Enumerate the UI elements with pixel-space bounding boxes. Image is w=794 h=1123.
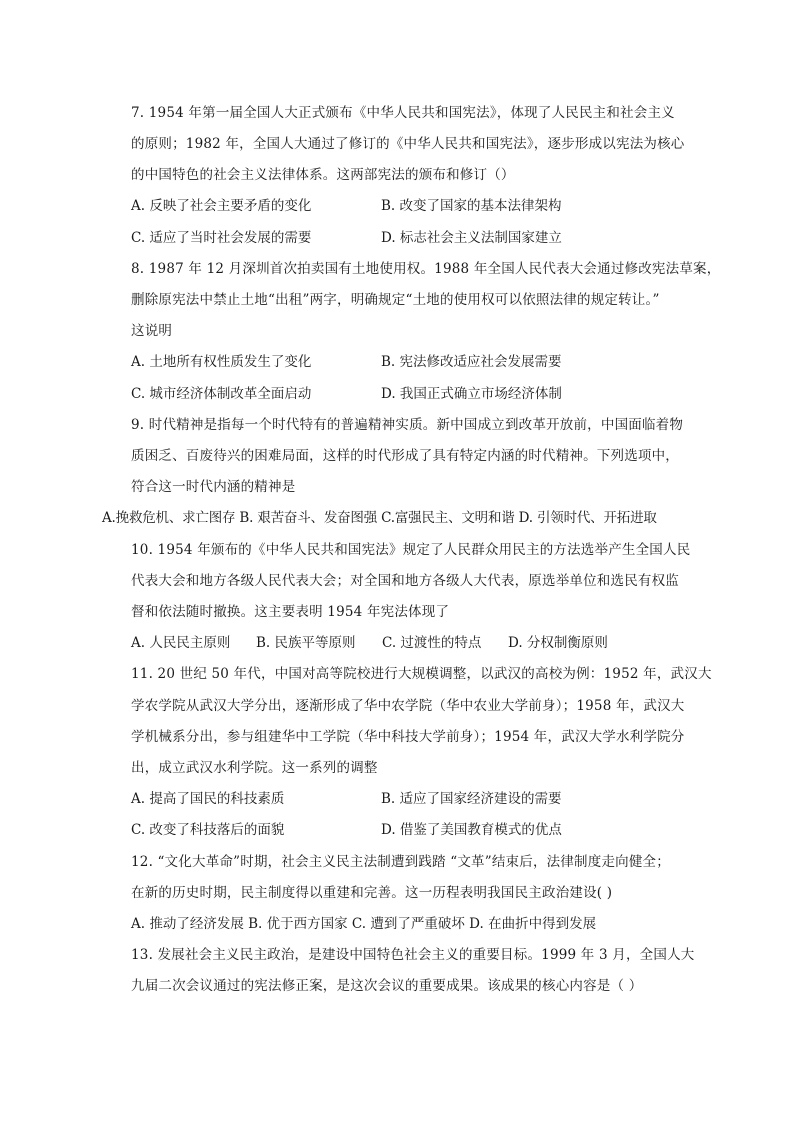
q10-option-b[interactable]: B. 民族平等原则 [256, 635, 356, 651]
q13-line-1: 13. 发展社会主义民主政治，是建设中国特色社会主义的重要目标。1999 年 3 月，全国人大 [131, 947, 695, 963]
q8-line-1: 8. 1987 年 12 月深圳首次拍卖国有土地使用权。1988 年全国人民代表大会通过修改宪法草案， [131, 261, 721, 277]
q10-option-c[interactable]: C. 过渡性的特点 [382, 635, 482, 651]
q7-option-b[interactable]: B. 改变了国家的基本法律架构 [381, 198, 562, 214]
q7-option-a[interactable]: A. 反映了社会主要矛盾的变化 [131, 198, 312, 214]
q11-option-d[interactable]: D. 借鉴了美国教育模式的优点 [381, 822, 562, 838]
q7-option-d[interactable]: D. 标志社会主义法制国家建立 [381, 230, 562, 246]
q8-line-2: 删除原宪法中禁止土地“出租”两字，明确规定“土地的使用权可以依照法律的规定转让。” [131, 292, 660, 308]
q7-line-2: 的原则；1982 年，全国人大通过了修订的《中华人民共和国宪法》，逐步形成以宪法为核心 [131, 136, 685, 152]
q9-line-3: 符合这一时代内涵的精神是 [131, 479, 296, 495]
q9-options-line[interactable]: A.挽救危机、求亡图存 B. 艰苦奋斗、发奋图强 C.富强民主、文明和谐 D. 引领时代、开拓进取 [102, 510, 657, 526]
q10-line-3: 督和依法随时撤换。这主要表明 1954 年宪法体现了 [131, 604, 450, 620]
q11-line-3: 学机械系分出，参与组建华中工学院（华中科技大学前身）；1954 年，武汉大学水利学院分 [131, 729, 685, 745]
q12-line-2: 在新的历史时期，民主制度得以重建和完善。这一历程表明我国民主政治建设( ) [131, 885, 613, 901]
q11-option-b[interactable]: B. 适应了国家经济建设的需要 [381, 791, 562, 807]
q11-option-c[interactable]: C. 改变了科技落后的面貌 [131, 822, 285, 838]
q9-line-2: 质困乏、百废待兴的困难局面，这样的时代形成了具有特定内涵的时代精神。下列选项中， [131, 448, 679, 464]
q10-option-a[interactable]: A. 人民民主原则 [131, 635, 231, 651]
q11-line-4: 出，成立武汉水利学院。这一系列的调整 [131, 760, 378, 776]
q8-option-a[interactable]: A. 土地所有权性质发生了变化 [131, 354, 312, 370]
q10-line-1: 10. 1954 年颁布的《中华人民共和国宪法》规定了人民群众用民主的方法选举产生全国人民 [131, 542, 691, 558]
q10-option-d[interactable]: D. 分权制衡原则 [508, 635, 608, 651]
q11-line-2: 学农学院从武汉大学分出，逐渐形成了华中农学院（华中农业大学前身）；1958 年，武汉大 [131, 698, 685, 714]
q8-option-c[interactable]: C. 城市经济体制改革全面启动 [131, 386, 312, 402]
q9-line-1: 9. 时代精神是指每一个时代特有的普遍精神实质。新中国成立到改革开放前，中国面临着物 [131, 417, 684, 433]
q11-line-1: 11. 20 世纪 50 年代，中国对高等院校进行大规模调整，以武汉的高校为例：1952 年，武汉大 [131, 666, 712, 682]
q8-line-3: 这说明 [131, 323, 173, 339]
q7-line-3: 的中国特色的社会主义法律体系。这两部宪法的颁布和修订（） [131, 167, 515, 183]
q13-line-2: 九届二次会议通过的宪法修正案，是这次会议的重要成果。该成果的核心内容是（ ） [131, 978, 643, 994]
q7-line-1: 7. 1954 年第一届全国人大正式颁布《中华人民共和国宪法》，体现了人民民主和社会主义 [131, 105, 675, 121]
q7-option-c[interactable]: C. 适应了当时社会发展的需要 [131, 230, 312, 246]
q12-options-line[interactable]: A. 推动了经济发展 B. 优于西方国家 C. 遭到了严重破坏 D. 在曲折中得到发展 [131, 916, 597, 932]
q12-line-1: 12. “文化大革命”时期，社会主义民主法制遭到践踏 “文革”结束后，法律制度走向健全； [131, 854, 670, 870]
q10-line-2: 代表大会和地方各级人民代表大会；对全国和地方各级人大代表，原选举单位和选民有权监 [131, 573, 679, 589]
q8-option-d[interactable]: D. 我国正式确立市场经济体制 [381, 386, 562, 402]
q11-option-a[interactable]: A. 提高了国民的科技素质 [131, 791, 285, 807]
q8-option-b[interactable]: B. 宪法修改适应社会发展需要 [381, 354, 562, 370]
